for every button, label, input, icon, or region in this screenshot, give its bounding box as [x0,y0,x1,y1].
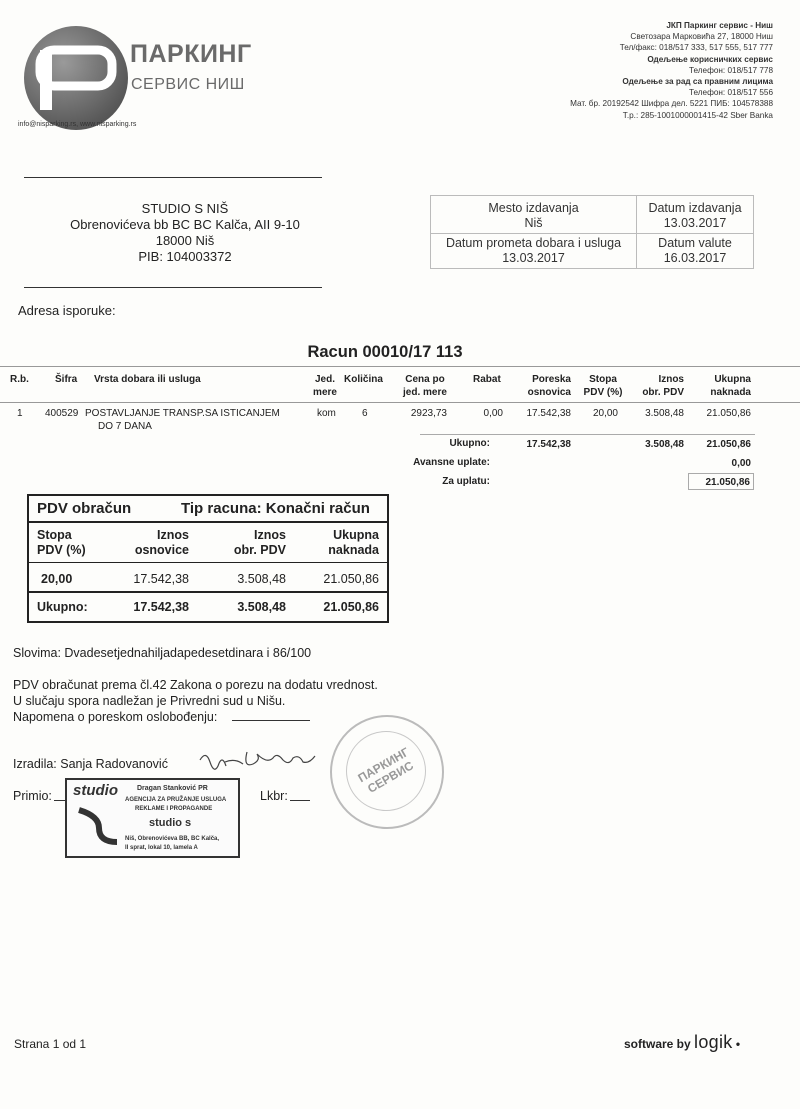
brand-subname: СЕРВИС НИШ [131,76,245,93]
stamp-line6: II sprat, lokal 10, lamela A [125,845,198,851]
za-uplatu-label: Za uplatu: [442,476,490,487]
pdv-title: PDV obračun [37,500,132,517]
col-ukupno-line2: naknada [710,387,751,398]
row-rb: 1 [17,408,23,419]
col-cena-line1: Cena po [405,374,445,385]
signature [195,748,330,776]
round-stamp-text: ПАРКИНГ СЕРВИС [355,744,416,796]
company-phone: Тел/факс: 018/517 333, 517 555, 517 777 [619,43,773,53]
divider [29,591,387,593]
company-ids: Мат. бр. 20192542 Шифра дел. 5221 ПИБ: 104578388 [570,99,773,109]
col-jed-line2: mere [313,387,337,398]
col-rabat: Rabat [473,374,501,385]
dept-legal-phone: Телефон: 018/517 556 [688,88,773,98]
currency-date [637,236,753,266]
pdv-row-osnovica: 17.542,38 [133,572,189,586]
dept-customer: Одељење корисничких сервис [647,54,773,64]
col-stopa-line2: PDV (%) [583,387,623,398]
customer-city: 18000 Niš [155,233,215,248]
total-iznos: 3.508,48 [645,439,684,450]
traffic-date [431,236,636,266]
pdv-row-stopa: 20,00 [41,572,73,586]
row-vrsta-line1: POSTAVLJANJE TRANSP.SA ISTICANJEM [85,408,280,419]
col-kolicina: Količina [344,374,383,385]
pdv-col-ukupno [299,528,379,558]
pdv-invoice-type: Tip racuna: Konačni račun [181,500,370,517]
received-by: Primio: [13,789,52,803]
customer-block [40,201,330,265]
pdv-col-stopa-line2: PDV (%) [37,543,86,557]
software-by: software by [624,1037,691,1051]
place-value: Niš [524,216,543,230]
date-value: 13.03.2017 [663,216,727,230]
company-account: Т.р.: 285-1001000001415-42 Sber Banka [622,110,773,120]
pdv-col-osnovica [119,528,189,558]
date-label: Datum izdavanja [648,201,742,215]
currency-label: Datum valute [658,236,732,250]
row-jed: kom [317,408,336,419]
col-jed [306,373,344,399]
place-label: Mesto izdavanja [488,201,579,215]
pdv-col-stopa-line1: Stopa [37,528,72,542]
customer-address: Obrenovićeva bb BC BC Kalča, AII 9-10 [70,217,300,232]
pdv-col-ukupno-line2: naknada [328,543,379,557]
col-rb: R.b. [10,374,29,385]
stamp-line2: AGENCIJA ZA PRUŽANJE USLUGA [125,797,227,803]
amount-in-words: Slovima: Dvadesetjednahiljadapedesetdinara i 86/100 [13,646,312,660]
prepared-by: Izradila: Sanja Radovanović [13,757,168,771]
id-card-line [290,800,310,801]
pdv-summary-box [27,494,389,623]
col-vrsta: Vrsta dobara ili usluga [94,374,201,385]
row-cena: 2923,73 [410,408,447,419]
col-iznos [620,373,684,399]
pdv-row-iznos: 3.508,48 [237,572,286,586]
id-card-label: Lkbr: [260,789,288,803]
pdv-col-osnovica-line1: Iznos [157,528,189,542]
page-number: Strana 1 od 1 [14,1037,87,1051]
col-osnovica-line2: osnovica [527,387,571,398]
totals-border [420,434,755,435]
row-vrsta-line2: DO 7 DANA [98,421,152,432]
company-address: Светозара Марковића 27, 18000 Ниш [630,32,773,42]
currency-value: 16.03.2017 [663,251,727,265]
date-of-issue [637,201,753,231]
parking-p-icon [24,26,128,130]
dept-legal: Одељење за рад са правним лицима [622,77,773,87]
total-osnovica: 17.542,38 [526,439,571,450]
brand-name: ПАРКИНГ [130,40,252,68]
divider [29,521,387,523]
table-top-border [0,366,800,367]
company-name: ЈКП Паркинг сервис - Ниш [666,21,773,30]
stamp-line3: REKLAME I PROPAGANDE [135,806,213,812]
col-ukupno [690,373,751,399]
vat-note: PDV obračunat prema čl.42 Zakona o porezu na dodatu vrednost. [13,678,378,692]
za-uplatu-value: 21.050,86 [688,473,754,490]
pdv-total-iznos: 3.508,48 [237,600,286,614]
divider [24,177,322,178]
software-credit [624,1032,740,1053]
pdv-col-iznos-line1: Iznos [254,528,286,542]
table-header-border [0,402,800,403]
company-stamp [65,778,240,858]
issue-info-box [430,195,754,269]
company-logo [24,26,128,130]
round-stamp [330,715,444,829]
col-ukupno-line1: Ukupna [714,374,751,385]
pdv-col-iznos [214,528,286,558]
pdv-row-ukupno: 21.050,86 [323,572,379,586]
traffic-label: Datum prometa dobara i usluga [445,236,622,250]
col-osnovica-line1: Poreska [532,374,571,385]
tax-exemption-note: Napomena o poreskom oslobođenju: [13,710,218,724]
customer-name: STUDIO S NIŠ [141,201,229,216]
col-jed-line1: Jed. [314,374,335,385]
brand-dot-icon: • [735,1037,741,1051]
col-cena-line2: jed. mere [403,387,447,398]
dept-customer-phone: Телефон: 018/517 778 [688,65,773,75]
row-osnovica: 17.542,38 [526,408,571,419]
stamp-logo: studio [73,782,118,799]
divider [29,562,387,563]
stamp-line4: studio s [149,817,192,829]
customer-pib: PIB: 104003372 [138,249,232,264]
pdv-col-iznos-line2: obr. PDV [233,543,286,557]
company-info [443,20,773,121]
col-cena [395,373,455,399]
total-label: Ukupno: [449,438,490,449]
col-osnovica [505,373,571,399]
row-sifra: 400529 [45,408,79,419]
stamp-line5: Niš, Obrenovićeva BB, BC Kalča, [125,836,220,842]
software-brand: logik [694,1032,733,1052]
stamp-line1: Dragan Stanković PR [137,785,208,792]
pdv-col-osnovica-line2: osnovice [134,543,189,557]
row-stopa: 20,00 [592,408,618,419]
divider [431,233,753,234]
avans-value: 0,00 [731,458,751,469]
pdv-total-label: Ukupno: [37,600,88,614]
col-stopa-line1: Stopa [589,374,617,385]
pdv-col-ukupno-line1: Ukupna [333,528,379,542]
row-ukupno: 21.050,86 [706,408,751,419]
pdv-total-ukupno: 21.050,86 [323,600,379,614]
col-iznos-line2: obr. PDV [642,387,684,398]
pdv-col-stopa [37,528,86,558]
row-rabat: 0,00 [483,408,503,419]
pdv-total-osnovica: 17.542,38 [133,600,189,614]
exemption-line [232,720,310,721]
place-of-issue [431,201,636,231]
court-note: U slučaju spora nadležan je Privredni sud u Nišu. [13,694,286,708]
row-kolicina: 6 [362,408,368,419]
avans-label: Avansne uplate: [413,457,490,468]
invoice-title: Racun 00010/17 113 [307,343,463,361]
col-iznos-line1: Iznos [658,374,684,385]
col-sifra: Šifra [55,374,78,385]
divider [24,287,322,288]
row-vrsta [85,407,280,433]
contact-info: info@nisparking.rs, www.nisparking.rs [18,121,137,128]
stamp-swoosh-icon [75,806,120,846]
row-iznos: 3.508,48 [645,408,684,419]
traffic-value: 13.03.2017 [502,251,565,265]
delivery-address-label: Adresa isporuke: [18,303,116,318]
total-ukupno: 21.050,86 [706,439,751,450]
